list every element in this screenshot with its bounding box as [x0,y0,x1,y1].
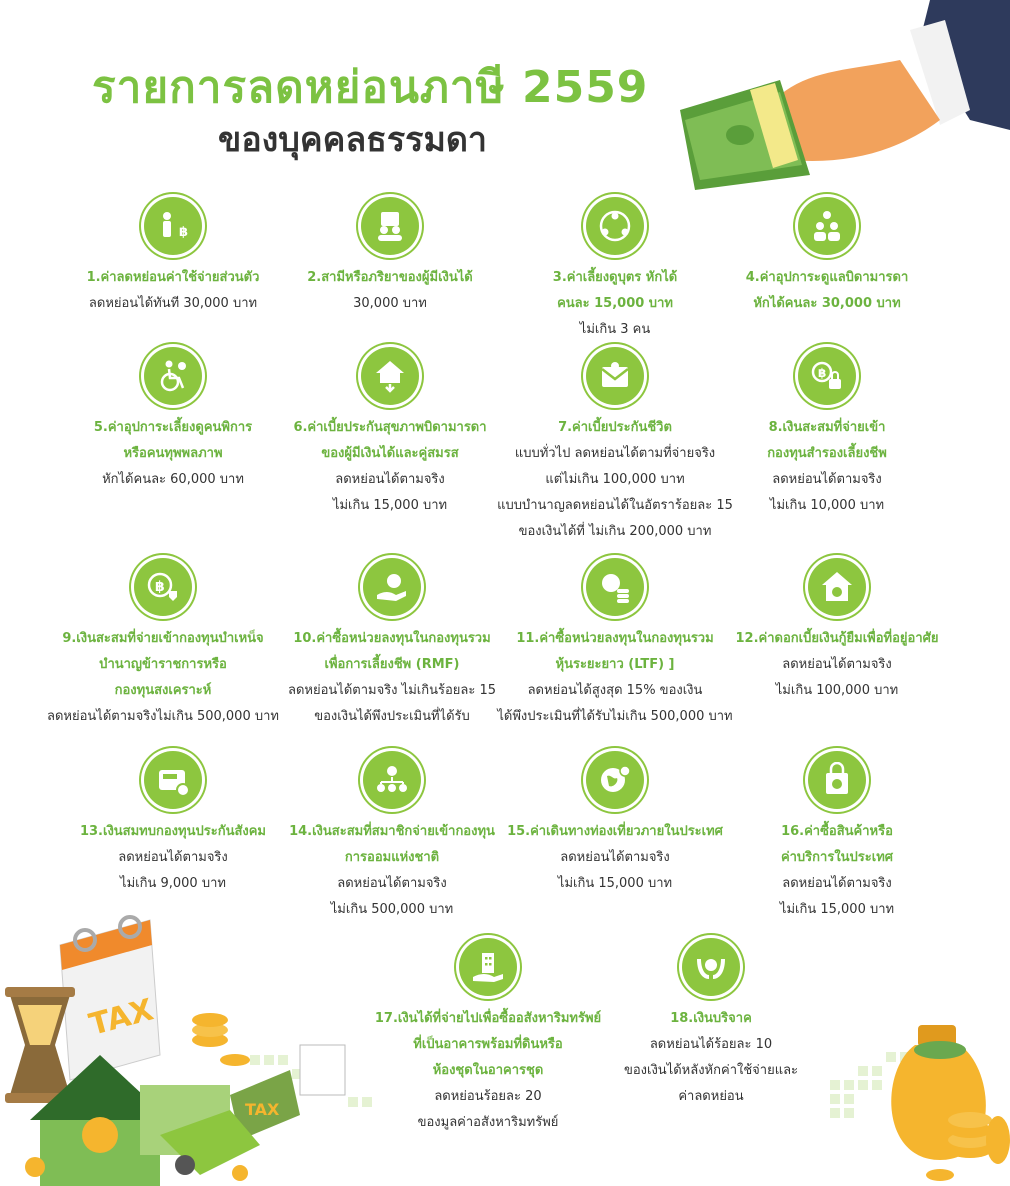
item-heading: 8.เงินสะสมที่จ่ายเข้า กองทุนสำรองเลี้ยงชีพ [767,420,887,461]
donation-hands-icon [682,938,740,996]
item-6 [270,347,510,519]
item-description: ลดหย่อนได้ตามจริง ไม่เกิน 9,000 บาท [118,850,228,891]
family-circle-icon [586,197,644,255]
shopping-bag-icon [808,751,866,809]
wheelchair-icon [144,347,202,405]
page-subtitle: ของบุคคลธรรมดา [218,120,488,160]
item-description: ไม่เกิน 3 คน [579,322,651,337]
item-heading: 18.เงินบริจาค [670,1011,752,1026]
couple-icon [361,197,419,255]
envelope-icon [586,347,644,405]
item-10 [272,558,512,730]
item-13 [53,751,293,897]
parents-icon [798,197,856,255]
item-16 [717,751,957,923]
coin-stack-icon [586,558,644,616]
item-description: ลดหย่อนได้ทันที 30,000 บาท [88,296,258,311]
house-arrows-icon [361,347,419,405]
item-7 [495,347,735,545]
item-17 [368,938,608,1136]
item-description: 30,000 บาท [353,296,427,311]
item-heading: 7.ค่าเบี้ยประกันชีวิต [558,420,672,435]
money-hand-illustration [670,0,1010,200]
item-description: ลดหย่อนได้สูงสุด 15% ของเงิน ได้พึงประเมินที่ได้รับไม่เกิน 500,000 บาท [497,683,733,724]
item-12 [717,558,957,704]
item-heading: 6.ค่าเบี้ยประกันสุขภาพบิดามารดา ของผู้มีเงินได้และคู่สมรส [293,420,487,461]
page-title: รายการลดหย่อนภาษี 2559 [92,62,649,113]
building-hand-icon [459,938,517,996]
item-18 [591,938,831,1110]
item-description: ลดหย่อนได้ตามจริง ไม่เกินร้อยละ 15 ของเงินได้พึงประเมินที่ได้รับ [288,683,496,724]
item-heading: 10.ค่าซื้อหน่วยลงทุนในกองทุนรวม เพื่อการเลี้ยงชีพ (RMF) [293,631,491,672]
item-8 [707,347,947,519]
item-3 [495,197,735,343]
item-4 [707,197,947,317]
item-2 [270,197,510,317]
item-5 [53,347,293,493]
money-bag-illustration [820,1010,1010,1186]
person-baht-icon [144,197,202,255]
tax-finance-illustration [0,905,390,1186]
item-heading: 11.ค่าซื้อหน่วยลงทุนในกองทุนรวม หุ้นระยะยาว (LTF) ] [516,631,714,672]
svg-text:฿: ฿ [155,579,165,595]
svg-text:TAX: TAX [245,1100,280,1119]
item-1 [53,197,293,317]
item-heading: 14.เงินสะสมที่สมาชิกจ่ายเข้ากองทุน การออมแห่งชาติ [289,824,495,865]
item-heading: 15.ค่าเดินทางท่องเที่ยวภายในประเทศ [507,824,723,839]
svg-text:฿: ฿ [179,225,189,240]
item-description: ลดหย่อนร้อยละ 20 ของมูลค่าอสังหาริมทรัพย์ [417,1089,559,1130]
baht-shield-icon [134,558,192,616]
item-heading: 4.ค่าอุปการะดูแลบิดามารดา หักได้คนละ 30,000 บาท [745,270,909,311]
house-baht-icon [808,558,866,616]
item-description: ลดหย่อนได้ตามจริง ไม่เกิน 15,000 บาท [557,850,673,891]
baht-lock-icon [798,347,856,405]
item-description: ลดหย่อนได้ตามจริง ไม่เกิน 10,000 บาท [769,472,885,513]
item-heading: 5.ค่าอุปการะเลี้ยงดูคนพิการ หรือคนทุพพลภาพ [93,420,253,461]
item-heading: 3.ค่าเลี้ยงดูบุตร หักได้ คนละ 15,000 บาท [552,270,678,311]
item-heading: 16.ค่าซื้อสินค้าหรือ ค่าบริการในประเทศ [780,824,894,865]
item-description: หักได้คนละ 60,000 บาท [102,472,244,487]
item-description: ลดหย่อนได้ตามจริง ไม่เกิน 100,000 บาท [775,657,899,698]
item-description: ลดหย่อนได้ตามจริงไม่เกิน 500,000 บาท [47,709,279,724]
item-9 [43,558,283,730]
item-heading: 13.เงินสมทบกองทุนประกันสังคม [79,824,267,839]
wallet-icon [144,751,202,809]
item-heading: 17.เงินได้ที่จ่ายไปเพื่อซื้ออสังหาริมทรัพย์ ที่เป็นอาคารพร้อมที่ดินหรือ ห้องชุดในอาคารชุด [374,1011,602,1078]
item-15 [495,751,735,897]
item-description: ลดหย่อนได้ตามจริง ไม่เกิน 15,000 บาท [779,876,895,917]
hand-coin-icon [363,558,421,616]
item-description: ลดหย่อนได้ตามจริง ไม่เกิน 500,000 บาท [330,876,454,917]
svg-text:TAX: TAX [85,992,157,1043]
item-11 [495,558,735,730]
svg-text:฿: ฿ [818,366,827,380]
item-description: ลดหย่อนได้ตามจริง ไม่เกิน 15,000 บาท [332,472,448,513]
globe-baht-icon [586,751,644,809]
item-heading: 1.ค่าลดหย่อนค่าใช้จ่ายส่วนตัว [86,270,260,285]
item-heading: 2.สามีหรือภริยาของผู้มีเงินได้ [307,270,473,285]
item-heading: 12.ค่าดอกเบี้ยเงินกู้ยืมเพื่อที่อยู่อาศัย [735,631,939,646]
item-description: แบบทั่วไป ลดหย่อนได้ตามที่จ่ายจริง แต่ไม่เกิน 100,000 บาท แบบบำนาญลดหย่อนได้ในอัตราร้อยละ 15 ของเงินได้ที่ ไม่เกิน 200,000 บาท [497,446,733,539]
people-network-icon [363,751,421,809]
item-14 [272,751,512,923]
item-description: ลดหย่อนได้ร้อยละ 10 ของเงินได้หลังหักค่าใช้จ่ายและ ค่าลดหย่อน [623,1037,799,1104]
item-heading: 9.เงินสะสมที่จ่ายเข้ากองทุนบำเหน็จ บำนาญข้าราชการหรือ กองทุนสงเคราะห์ [62,631,264,698]
